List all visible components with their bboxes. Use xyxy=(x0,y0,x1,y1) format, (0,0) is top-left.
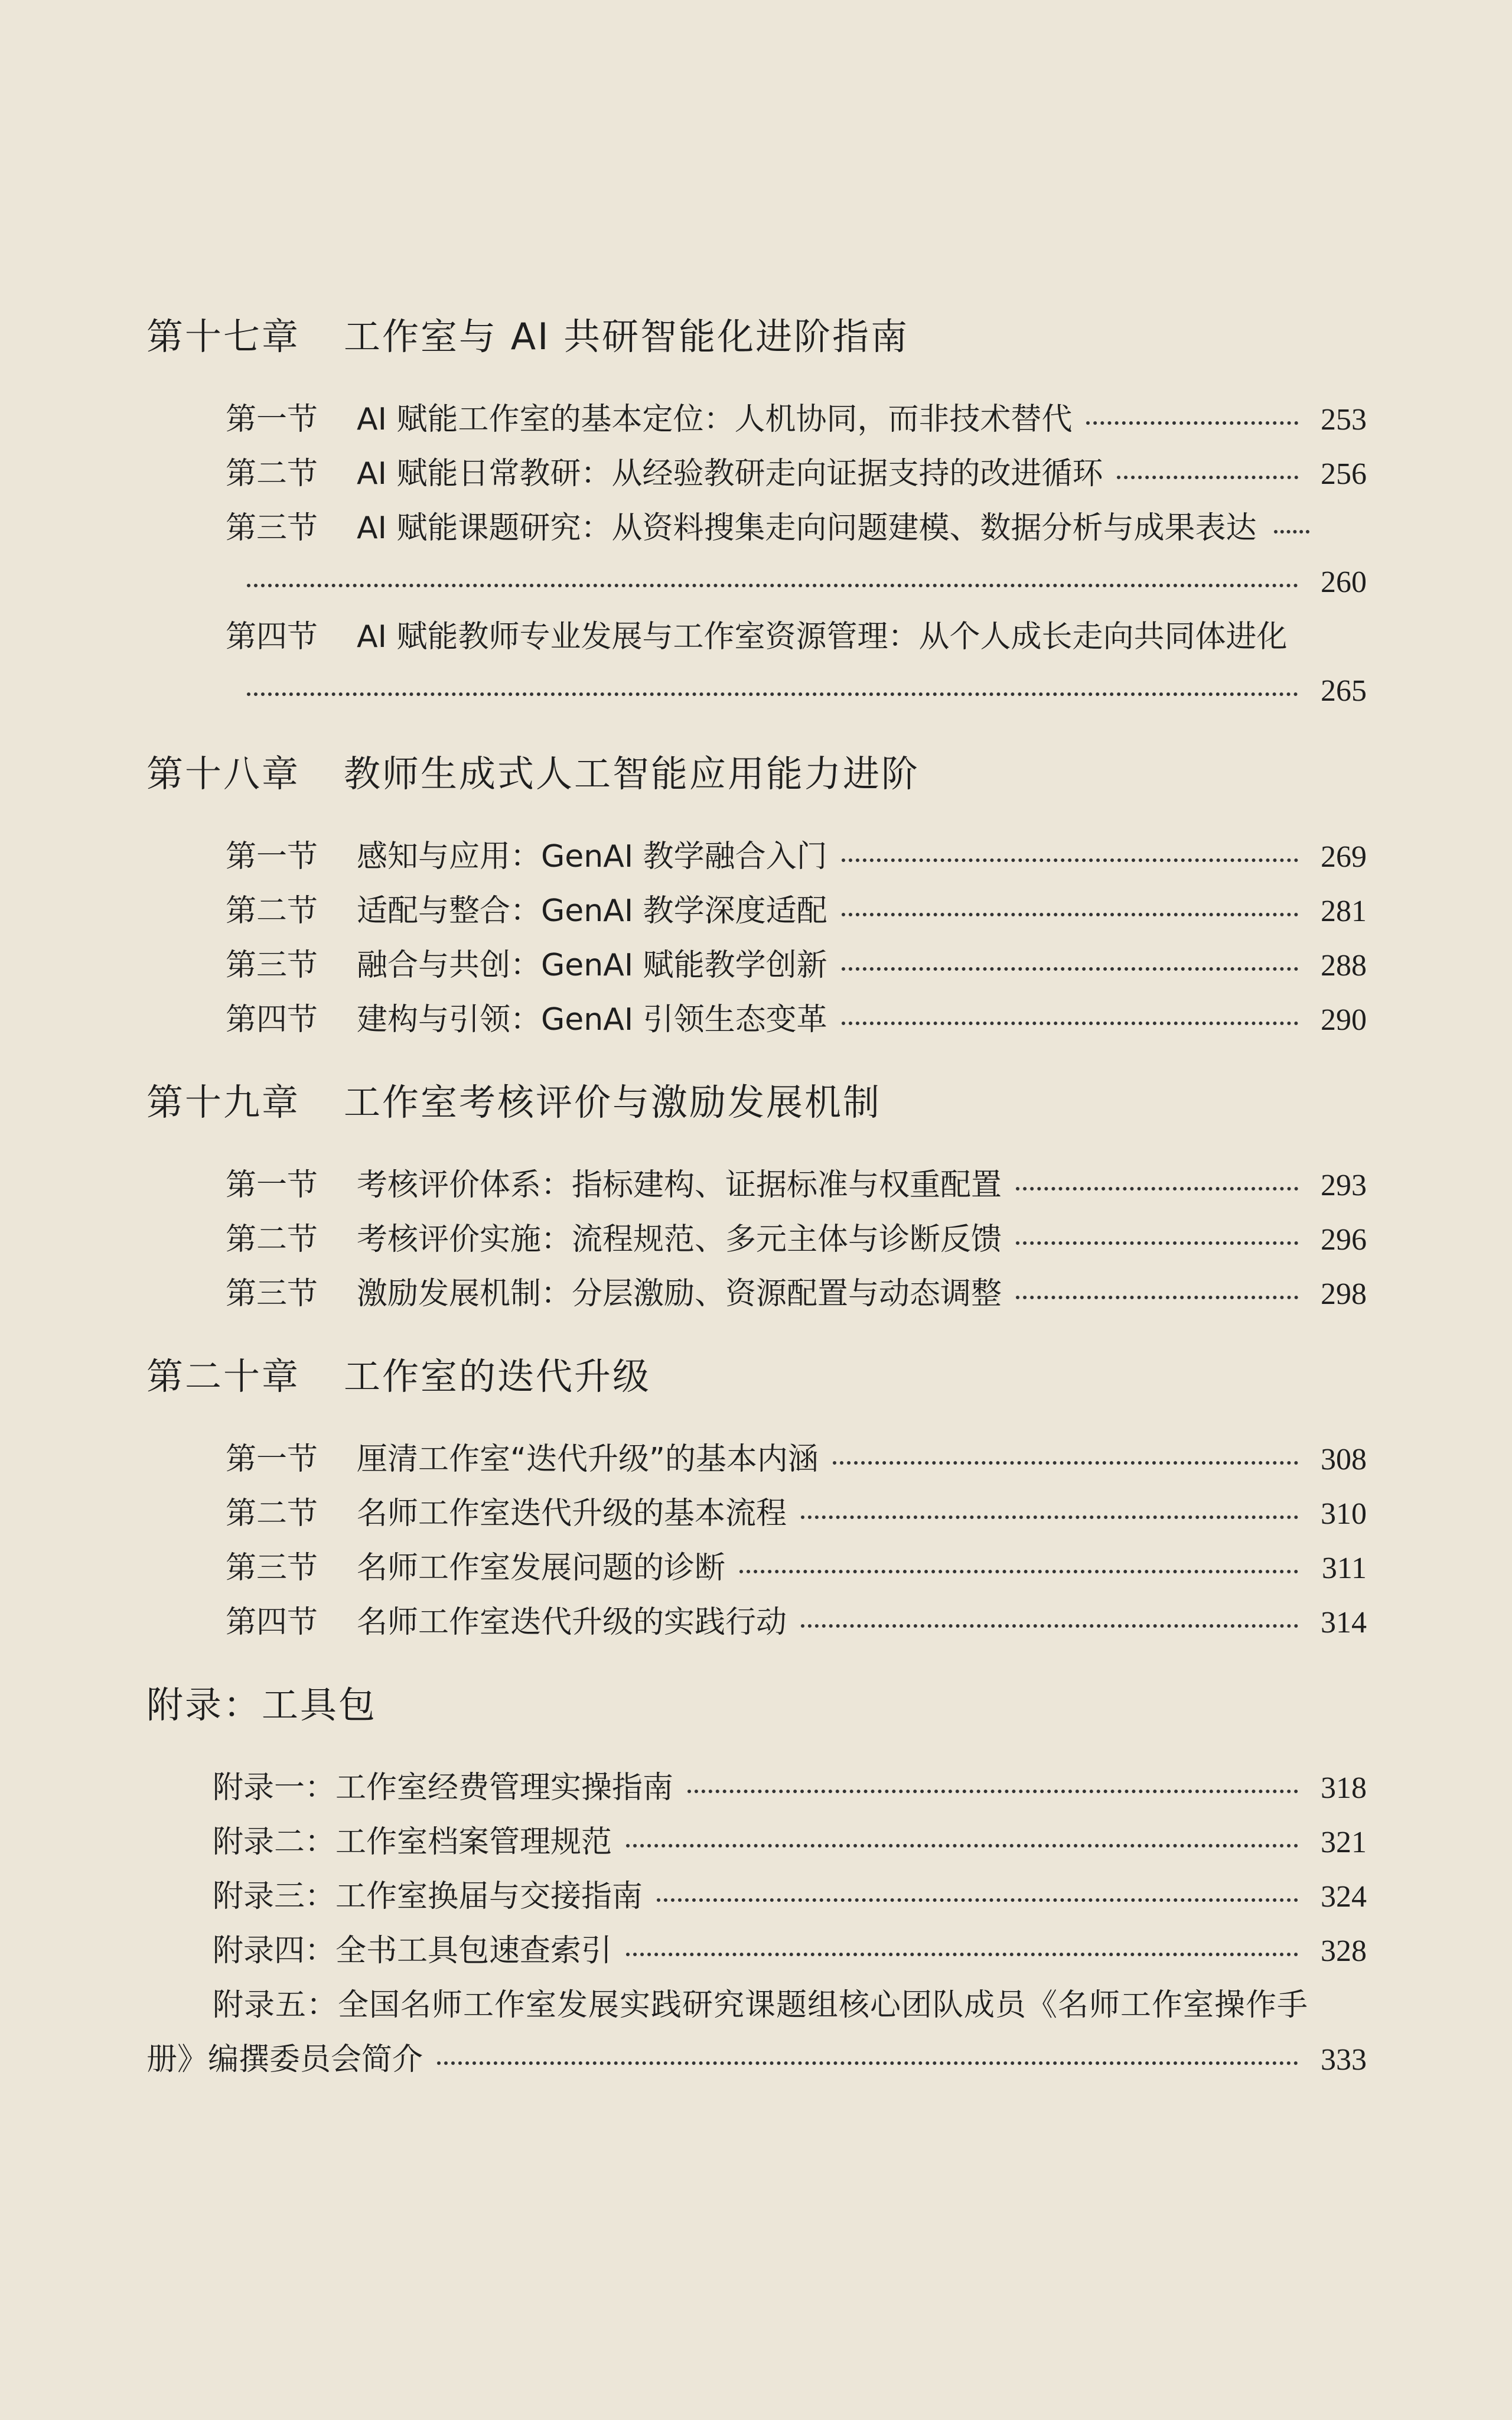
appendix-entry-title: 附录四：全书工具包速查索引 xyxy=(213,1933,612,1969)
section-number: 第一节 xyxy=(226,839,318,874)
leader-dots xyxy=(437,2055,1298,2065)
toc-entry[interactable] xyxy=(226,612,1367,662)
page-number: 324 xyxy=(1321,1880,1367,1914)
chapter-title: 工作室的迭代升级 xyxy=(344,1355,651,1398)
chapter-number: 第十七章 xyxy=(146,315,301,358)
leader-dots xyxy=(1016,1290,1298,1299)
leader-dots xyxy=(1016,1181,1298,1191)
chapter-number: 第二十章 xyxy=(146,1355,301,1398)
leader-dots xyxy=(801,1510,1298,1519)
section-number: 第三节 xyxy=(226,1276,318,1312)
toc-entry[interactable] xyxy=(226,1489,1367,1538)
page-number: 296 xyxy=(1321,1223,1367,1257)
section-title: AI 赋能教师专业发展与工作室资源管理：从个人成长走向共同体进化 xyxy=(357,619,1288,655)
leader-dots xyxy=(801,1618,1298,1628)
section-number: 第三节 xyxy=(226,510,318,546)
section-number: 第二节 xyxy=(226,1222,318,1257)
section-title: 激励发展机制：分层激励、资源配置与动态调整 xyxy=(357,1276,1002,1312)
chapter-18-heading xyxy=(146,749,920,799)
leader-dots xyxy=(1274,524,1309,534)
leader-dots xyxy=(626,1947,1298,1956)
leader-dots xyxy=(657,1892,1298,1902)
section-title: 名师工作室迭代升级的基本流程 xyxy=(357,1496,787,1531)
section-number: 第二节 xyxy=(226,893,318,929)
toc-entry[interactable] xyxy=(226,395,1367,444)
section-title: AI 赋能工作室的基本定位：人机协同，而非技术替代 xyxy=(357,402,1073,437)
appendix-entry-title: 附录二：工作室档案管理规范 xyxy=(213,1824,612,1860)
toc-entry[interactable] xyxy=(226,832,1367,882)
leader-dots xyxy=(739,1564,1298,1573)
section-title: 适配与整合：GenAI 教学深度适配 xyxy=(357,893,827,929)
page-number: 311 xyxy=(1321,1551,1367,1585)
chapter-number: 第十九章 xyxy=(146,1081,301,1124)
leader-dots xyxy=(842,853,1298,862)
chapter-title: 教师生成式人工智能应用能力进阶 xyxy=(344,752,920,795)
toc-entry[interactable] xyxy=(213,1926,1367,1976)
page-number: 321 xyxy=(1321,1826,1367,1859)
toc-entry[interactable] xyxy=(226,1598,1367,1647)
leader-dots xyxy=(247,687,1298,696)
page-number: 314 xyxy=(1321,1606,1367,1640)
section-number: 第四节 xyxy=(226,1605,318,1640)
section-number: 第二节 xyxy=(226,456,318,492)
chapter-title: 工作室与 AI 共研智能化进阶指南 xyxy=(344,315,910,358)
toc-entry-continuation[interactable] xyxy=(146,2035,1367,2084)
toc-entry[interactable] xyxy=(213,1872,1367,1921)
appendix-title: 附录：工具包 xyxy=(146,1683,377,1726)
section-title: AI 赋能日常教研：从经验教研走向证据支持的改进循环 xyxy=(357,456,1103,492)
leader-dots xyxy=(1086,415,1298,425)
leader-dots xyxy=(626,1838,1298,1847)
page-number: 281 xyxy=(1321,895,1367,928)
section-number: 第四节 xyxy=(226,1002,318,1037)
toc-entry[interactable] xyxy=(226,503,1367,553)
page-number: 328 xyxy=(1321,1934,1367,1968)
toc-entry-continuation[interactable] xyxy=(247,666,1367,716)
leader-dots xyxy=(687,1784,1298,1793)
page-number: 260 xyxy=(1321,565,1367,599)
appendix-entry-title: 附录三：工作室换届与交接指南 xyxy=(213,1879,643,1914)
page-number: 298 xyxy=(1321,1277,1367,1311)
leader-dots xyxy=(842,1016,1298,1025)
section-title: 融合与共创：GenAI 赋能教学创新 xyxy=(357,948,827,983)
section-title: 考核评价体系：指标建构、证据标准与权重配置 xyxy=(357,1167,1002,1203)
toc-entry[interactable] xyxy=(226,1269,1367,1319)
appendix-entry-title: 附录一：工作室经费管理实操指南 xyxy=(213,1770,674,1806)
chapter-20-heading xyxy=(146,1352,651,1401)
toc-entry[interactable] xyxy=(226,941,1367,990)
toc-entry[interactable] xyxy=(226,449,1367,499)
appendix-entry-title: 册》编撰委员会简介 xyxy=(146,2042,423,2077)
section-title: 感知与应用：GenAI 教学融合入门 xyxy=(357,839,827,874)
section-title: 名师工作室迭代升级的实践行动 xyxy=(357,1605,787,1640)
leader-dots xyxy=(1117,470,1298,479)
page-number: 265 xyxy=(1321,674,1367,708)
page-number: 290 xyxy=(1321,1003,1367,1037)
toc-entry[interactable] xyxy=(226,1435,1367,1484)
section-title: 名师工作室发展问题的诊断 xyxy=(357,1550,726,1586)
section-number: 第一节 xyxy=(226,1167,318,1203)
toc-entry[interactable] xyxy=(226,1160,1367,1210)
section-title: AI 赋能课题研究：从资料搜集走向问题建模、数据分析与成果表达 xyxy=(357,510,1257,546)
section-title: 厘清工作室“迭代升级”的基本内涵 xyxy=(357,1442,819,1477)
page-number: 308 xyxy=(1321,1443,1367,1476)
chapter-number: 第十八章 xyxy=(146,752,301,795)
section-number: 第四节 xyxy=(226,619,318,655)
page-number: 256 xyxy=(1321,457,1367,491)
chapter-title: 工作室考核评价与激励发展机制 xyxy=(344,1081,882,1124)
page-number: 253 xyxy=(1321,403,1367,437)
toc-entry[interactable] xyxy=(213,1817,1367,1867)
chapter-19-heading xyxy=(146,1078,881,1127)
chapter-17-heading xyxy=(146,312,909,362)
leader-dots xyxy=(247,578,1298,587)
page-number: 333 xyxy=(1321,2043,1367,2077)
leader-dots xyxy=(833,1455,1298,1465)
section-title: 建构与引领：GenAI 引领生态变革 xyxy=(357,1002,827,1037)
appendix-heading xyxy=(146,1680,377,1730)
section-number: 第三节 xyxy=(226,948,318,983)
page-number: 318 xyxy=(1321,1771,1367,1805)
section-number: 第三节 xyxy=(226,1550,318,1586)
page-number: 293 xyxy=(1321,1169,1367,1202)
page-number: 310 xyxy=(1321,1497,1367,1531)
leader-dots xyxy=(842,907,1298,916)
section-number: 第一节 xyxy=(226,1442,318,1477)
section-number: 第二节 xyxy=(226,1496,318,1531)
toc-entry[interactable] xyxy=(226,1543,1367,1593)
section-title: 考核评价实施：流程规范、多元主体与诊断反馈 xyxy=(357,1222,1002,1257)
page-number: 269 xyxy=(1321,840,1367,874)
leader-dots xyxy=(842,961,1298,971)
section-number: 第一节 xyxy=(226,402,318,437)
toc-entry[interactable] xyxy=(226,886,1367,936)
page-number: 288 xyxy=(1321,949,1367,983)
leader-dots xyxy=(1016,1235,1298,1245)
toc-entry[interactable] xyxy=(226,995,1367,1045)
appendix-entry-title[interactable]: 附录五：全国名师工作室发展实践研究课题组核心团队成员《名师工作室操作手 xyxy=(213,1988,1309,2023)
toc-entry-continuation[interactable] xyxy=(247,558,1367,607)
toc-entry[interactable] xyxy=(226,1215,1367,1264)
toc-entry[interactable] xyxy=(213,1763,1367,1813)
